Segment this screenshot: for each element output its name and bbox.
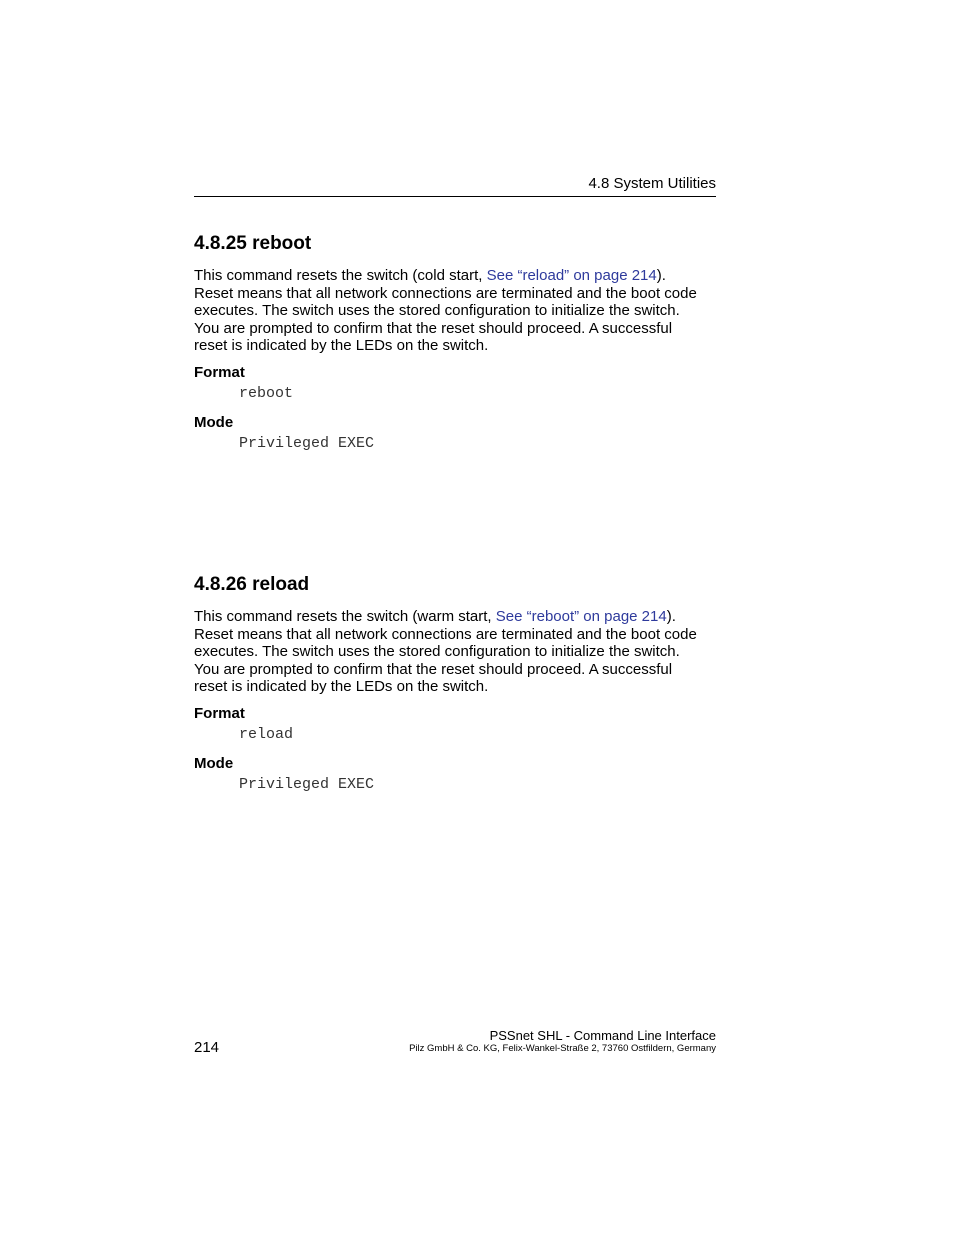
section-title: 4.8.25 reboot [194,233,312,254]
description-line [194,608,724,626]
text-prefix: This command resets the switch (warm start, [194,608,496,625]
format-label: Format [194,704,245,722]
text-suffix: ). [656,267,666,284]
section-reboot [194,233,724,453]
cross-reference-link[interactable]: See “reload” on page 214 [486,267,657,284]
description-line: You are prompted to confirm that the reset should proceed. A successful [194,660,673,678]
page-number: 214 [194,1039,220,1056]
description-line: reset is indicated by the LEDs on the switch. [194,678,489,696]
description-line: reset is indicated by the LEDs on the switch. [194,337,489,355]
format-value: reload [239,725,294,743]
cross-reference-link[interactable]: See “reboot” on page 214 [495,608,667,625]
format-value: reboot [239,384,294,402]
section-description [194,267,724,355]
section-description [194,608,724,696]
description-line [194,267,724,285]
mode-label: Mode [194,413,234,431]
description-line: executes. The switch uses the stored configuration to initialize the switch. [194,302,680,320]
mode-label: Mode [194,754,234,772]
description-line: You are prompted to confirm that the reset should proceed. A successful [194,319,673,337]
footer-doc-title: PSSnet SHL - Command Line Interface [489,1028,716,1043]
header-rule [194,196,716,197]
section-reload [194,574,724,794]
section-title: 4.8.26 reload [194,574,310,595]
mode-value: Privileged EXEC [239,775,375,793]
footer-address: Pilz GmbH & Co. KG, Felix-Wankel-Straße 2, 73760 Ostfildern, Germany [409,1043,716,1054]
description-line: Reset means that all network connections are terminated and the boot code [194,284,697,302]
mode-value: Privileged EXEC [239,434,375,452]
format-label: Format [194,363,245,381]
description-line: Reset means that all network connections are terminated and the boot code [194,625,697,643]
text-prefix: This command resets the switch (cold start, [194,267,487,284]
running-header: 4.8 System Utilities [588,175,716,192]
description-line: executes. The switch uses the stored configuration to initialize the switch. [194,643,680,661]
text-suffix: ). [666,608,676,625]
